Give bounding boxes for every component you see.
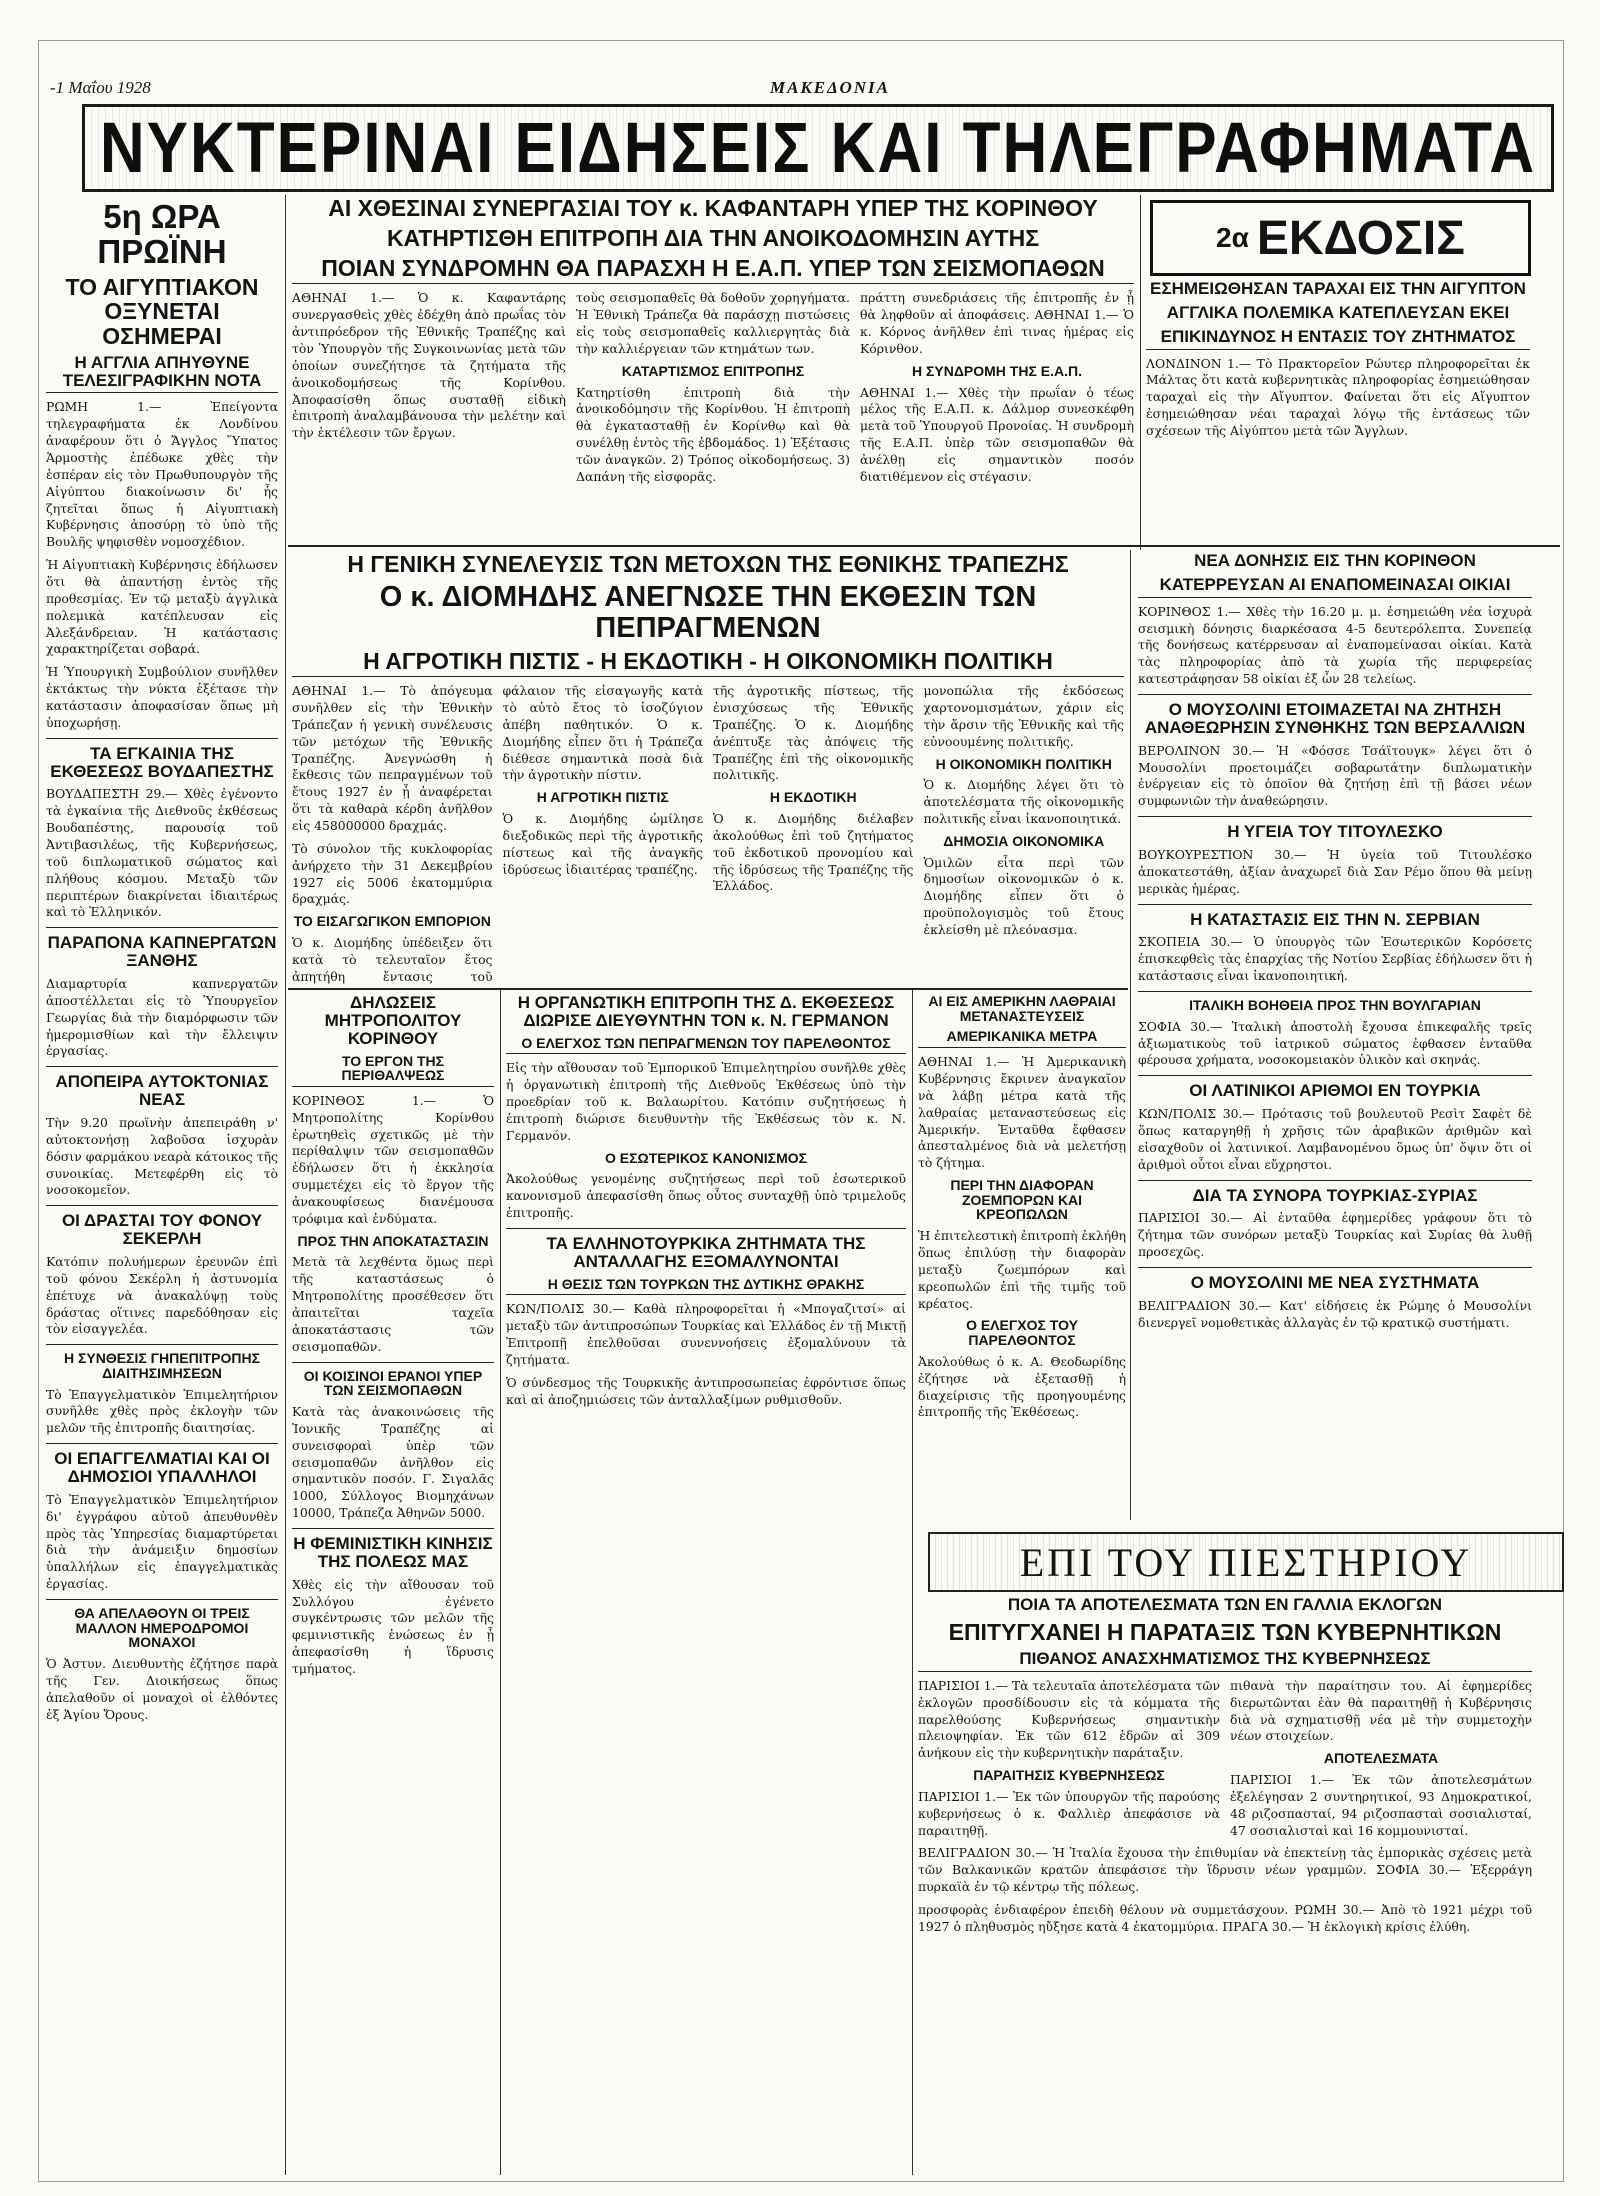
column-rule [1140, 195, 1141, 550]
exhibition-column [506, 994, 906, 2174]
article-text: ΠΑΡΙΣΙΟΙ 1.— Ἐκ τῶν ἀποτελεσμάτων ἐξελέγησαν 2 συντηρητικοί, 93 Δημοκρατικοί, 48 ριζοσπασταί, 94 ριζοσπασταὶ σοσιαλισταί, 47 σοσιαλισταὶ καὶ 16 κομμουνισταί. [1230, 1771, 1532, 1838]
article-text: Χθὲς εἰς τὴν αἴθουσαν τοῦ Συλλόγου ἐγένετο συγκέντρωσις τῶν μελῶν τῆς φεμινιστικῆς ἑνώσεως ἐν ᾗ ἀπεφασίσθη ἡ ἵδρυσις τμήματος. [292, 1576, 494, 1676]
press-strip-title: ΕΠΙ ΤΟΥ ΠΙΕΣΤΗΡΙΟΥ [1019, 1539, 1473, 1585]
metropolitan-column [292, 994, 494, 2174]
headline-kafantaris: ΑΙ ΧΘΕΣΙΝΑΙ ΣΥΝΕΡΓΑΣΙΑΙ ΤΟΥ κ. ΚΑΦΑΝΤΑΡΗ ΥΠΕΡ ΤΗΣ ΚΟΡΙΝΘΟΥ [328, 196, 1098, 221]
bank-story [292, 552, 1124, 984]
article-text: Ἡ Αἰγυπτιακὴ Κυβέρνησις ἐδήλωσεν ὅτι θὰ ἀπαντήσῃ ἐντὸς τῆς προθεσμίας. Ἐν τῷ μεταξὺ ἀγγλικὰ πολεμικὰ κατέπλευσαν εἰς Ἀλεξάνδρειαν. Ἡ κατάστασις χαρακτηρίζεται σοβαρά. [46, 557, 278, 657]
headline-corinth-quake: ΝΕΑ ΔΟΝΗΣΙΣ ΕΙΣ ΤΗΝ ΚΟΡΙΝΘΟΝ [1194, 552, 1476, 570]
subhead-control: Ο ΕΛΕΓΧΟΣ ΤΩΝ ΠΕΠΡΑΓΜΕΝΩΝ ΤΟΥ ΠΑΡΕΛΘΟΝΤΟΣ [506, 1036, 906, 1055]
article-text: Εἰς τὴν αἴθουσαν τοῦ Ἐμπορικοῦ Ἐπιμελητηρίου συνῆλθε χθὲς ἡ ὀργανωτικὴ ἐπιτροπὴ τῆς Διεθνοῦς Ἐκθέσεως ὑπὸ τὴν προεδρίαν τοῦ κ. Βαλαωρίτου. Κατόπιν συζητήσεως ἡ ἐπιτροπὴ διώρισε διευθυντὴν τῆς Ἐκθέσεως τὸν κ. Ν. Γερμανόν. [506, 1060, 906, 1143]
right-column [1138, 552, 1532, 1527]
subhead-public: ΔΗΜΟΣΙΑ ΟΙΚΟΝΟΜΙΚΑ [943, 832, 1105, 849]
article-text: ΡΩΜΗ 1.— Ἐπείγοντα τηλεγραφήματα ἐκ Λονδίνου ἀναφέρουν ὅτι ὁ Ἄγγλος Ὕπατος Ἁρμοστὴς ἐπέδωκε χθὲς τὴν ἑσπέραν εἰς τὸν Πρωθυπουργὸν τῆς Αἰγύπτου διακοίνωσιν δι' ἧς ζητεῖται ὅπως ἡ Αἰγυπτιακὴ Κυβέρνησις ἀποσύρῃ τὸ ὑπὸ τῆς Βουλῆς ψηφισθὲν νομοσχέδιον. [46, 399, 278, 550]
article-text: ΛΟΝΔΙΝΟΝ 1.— Τὸ Πρακτορεῖον Ρώυτερ πληροφορεῖται ἐκ Μάλτας ὅτι κατὰ κυβερνητικὰς πληροφορίας ἐσημειώθησαν ταραχαὶ εἰς τὴν Αἴγυπτον. Φαίνεται ὅτι εἰς Αἴγυπτον ἐσημειώθησαν νέαι ταραχαὶ λόγῳ τῆς ἐντάσεως τῶν σχέσεων τῆς Αἰγύπτου μετὰ τῶν Ἄγγλων. [1146, 355, 1530, 438]
article-text: Ὁμιλῶν εἶτα περὶ τῶν δημοσίων οἰκονομικῶν ὁ κ. Διομήδης εἶπεν ὅτι ὁ προϋπολογισμὸς τοῦ ἔτους ἐκλείσθη μὲ πλεόνασμα. [923, 854, 1124, 937]
left-column [46, 200, 278, 2175]
headline-xanthi: ΠΑΡΑΠΟΝΑ ΚΑΠΝΕΡΓΑΤΩΝ ΞΑΝΘΗΣ [47, 933, 277, 971]
france-story [918, 1596, 1532, 2176]
article-text: Ἡ ἐπιτελεστικὴ ἐπιτροπὴ ἐκλήθη ὅπως ἐπιλύσῃ τὴν διαφορὰν μεταξὺ ζωεμπόρων καὶ κρεοπωλῶν ἐπὶ τῆς τιμῆς τοῦ κρέατος. [918, 1228, 1126, 1311]
america-column [918, 994, 1126, 1524]
headline-monks: ΘΑ ΑΠΕΛΑΘΟΥΝ ΟΙ ΤΡΕΙΣ ΜΑΛΛΟΝ ΗΜΕΡΟΔΡΟΜΟΙ ΜΟΝΑΧΟΙ [74, 1605, 250, 1651]
headline-warships: ΑΓΓΛΙΚΑ ΠΟΛΕΜΙΚΑ ΚΑΤΕΠΛΕΥΣΑΝ ΕΚΕΙ [1166, 302, 1510, 322]
headline-collapse: ΚΑΤΕΡΡΕΥΣΑΝ ΑΙ ΕΝΑΠΟΜΕΙΝΑΣΑΙ ΟΙΚΙΑΙ [1138, 576, 1532, 598]
subhead-import: ΤΟ ΕΙΣΑΓΩΓΙΚΟΝ ΕΜΠΟΡΙΟΝ [293, 913, 491, 930]
article-text: Ὁ κ. Διομήδης λέγει ὅτι τὸ ἀποτελέσματα τῆς οἰκονομικῆς πολιτικῆς εἶναι ἱκανοποιητικά. [923, 777, 1124, 826]
article-text: ΚΩΝ/ΠΟΛΙΣ 30.— Καθὰ πληροφορεῖται ἡ «Μπογαζιτσί» αἱ μεταξὺ τῶν ἀντιπροσώπων Τουρκίας καὶ Ἑλλάδος ἐν τῇ Μικτῇ Ἐπιτροπῇ ἐπελθοῦσαι συνεννοήσεις ἐξομαλύνουν τὰ ζητήματα. [506, 1301, 906, 1367]
article-text: ΒΕΛΙΓΡΑΔΙΟΝ 30.— Κατ' εἰδήσεις ἐκ Ρώμης ὁ Μουσολίνι διενεργεῖ νομοθετικὰς ἀλλαγὰς ἐν τῷ κρατικῷ συστήματι. [1138, 1297, 1532, 1330]
article-text: Τὸ Ἐπαγγελματικὸν Ἐπιμελητήριον συνῆλθε χθὲς πρὸς ἐκλογὴν τῶν μελῶν τῆς ἐπιτροπῆς διαιτησίας. [46, 1386, 278, 1436]
article-text: Διαμαρτυρία καπνεργατῶν ἀποστέλλεται εἰς τὸ Ὑπουργεῖον Γεωργίας διὰ τὴν διαμόρφωσιν τῶν ἡμερομισθίων καὶ τὴν ἔλλειψιν ἐργασίας. [46, 975, 278, 1059]
headline-emigration: ΑΙ ΕΙΣ ΑΜΕΡΙΚΗΝ ΛΑΘΡΑΙΑΙ ΜΕΤΑΝΑΣΤΕΥΣΕΙΣ [928, 994, 1116, 1024]
article-text: ΑΘΗΝΑΙ 1.— Ἡ Ἀμερικανικὴ Κυβέρνησις ἔκρινεν ἀναγκαῖον νὰ λάβῃ μέτρα κατὰ τῆς λαθραίας μεταναστεύσεως εἰς Ἀμερικήν. Ἐνταῦθα ἔφθασεν ἀπεσταλμένος διὰ νὰ μελετήσῃ τὸ ζήτημα. [918, 1054, 1126, 1171]
headline-egypt-note: Η ΑΓΓΛΙΑ ΑΠΗΥΘΥΝΕ ΤΕΛΕΣΙΓΡΑΦΙΚΗΝ ΝΟΤΑ [46, 354, 278, 394]
subhead-committee: ΚΑΤΑΡΤΙΣΜΟΣ ΕΠΙΤΡΟΠΗΣ [621, 362, 805, 379]
headline-reshuffle: ΠΙΘΑΝΟΣ ΑΝΑΣΧΗΜΑΤΙΣΜΟΣ ΤΗΣ ΚΥΒΕΡΝΗΣΕΩΣ [918, 1650, 1532, 1672]
column-rule [285, 195, 286, 2175]
banner-title: ΝΥΚΤΕΡΙΝΑΙ ΕΙΔΗΣΕΙΣ ΚΑΙ ΤΗΛΕΓΡΑΦΗΜΑΤΑ [99, 108, 1537, 188]
article-text: ΚΩΝ/ΠΟΛΙΣ 30.— Πρότασις τοῦ βουλευτοῦ Ρεσὶτ Σαφὲτ δὲ ὅπως καταργηθῇ ἡ χρῆσις τῶν ἀραβικῶν ἀριθμῶν καὶ εἰσαχθοῦν οἱ λατινικοί. Λαμβανομένου ὅμως ὑπ' ὄψιν ὅτι οἱ ἀριθμοὶ οὗτοι εἶναι εὔχρηστοι. [1138, 1106, 1532, 1172]
article-text: Κατηρτίσθη ἐπιτροπὴ διὰ τὴν ἀνοικοδόμησιν τῆς Κορίνθου. Ἡ ἐπιτροπὴ θὰ ἐγκατασταθῇ ἐν Κορίνθῳ καὶ θὰ συνέλθῃ ἐντὸς τῆς ἑβδομάδος. 1) Ἐξέτασις τῶν ἀναγκῶν. 2) Τρόπος οἰκοδομήσεως. 3) Δαπάνη τῆς εἰσφορᾶς. [576, 384, 850, 484]
subhead-past-control: Ο ΕΛΕΓΧΟΣ ΤΟΥ ΠΑΡΕΛΘΟΝΤΟΣ [966, 1317, 1078, 1349]
headline-credit: Η ΑΓΡΟΤΙΚΗ ΠΙΣΤΙΣ - Η ΕΚΔΟΤΙΚΗ - Η ΟΙΚΟΝΟΜΙΚΗ ΠΟΛΙΤΙΚΗ [292, 649, 1124, 677]
article-text: πράττη συνεδριάσεις τῆς ἐπιτροπῆς ἐν ᾗ θὰ ληφθοῦν αἱ ἀποφάσεις. ΑΘΗΝΑΙ 1.— Ὁ κ. Κόρνος ἀνῆλθεν ἐπὶ τινας ἡμέρας εἰς Κόρινθον. [860, 290, 1134, 356]
article-text: Ἀκολούθως γενομένης συζητήσεως περὶ τοῦ ἐσωτερικοῦ κανονισμοῦ ἀπεφασίσθη ὅπως οὗτος συνταχθῇ ὑπὸ τριμελοῦς ἐπιτροπῆς. [506, 1171, 906, 1221]
headline-eap: ΠΟΙΑΝ ΣΥΝΔΡΟΜΗΝ ΘΑ ΠΑΡΑΣΧΗ Η Ε.Α.Π. ΥΠΕΡ ΤΩΝ ΣΕΙΣΜΟΠΑΘΩΝ [292, 256, 1134, 284]
subhead-relief: ΤΟ ΕΡΓΟΝ ΤΗΣ ΠΕΡΙΘΑΛΨΕΩΣ [292, 1054, 494, 1087]
article-text: μονοπώλια τῆς ἐκδόσεως χαρτονομισμάτων, χάριν εἰς τὴν ἄρσιν τῆς Ἐθνικῆς καὶ τῆς εὐνοουμένης πολιτικῆς. [923, 683, 1124, 749]
article-text: Ἀκολούθως ὁ κ. Α. Θεοδωρίδης ἐζήτησε νὰ ἐξετασθῇ ἡ διαχείρισις τῆς προηγουμένης ἐπιτροπῆς τῆς Ἐκθέσεως. [918, 1353, 1126, 1420]
headline-morning: 5η ΩΡΑ ΠΡΩΪΝΗ [97, 200, 227, 270]
subhead-resignation: ΠΑΡΑΙΤΗΣΙΣ ΚΥΒΕΡΝΗΣΕΩΣ [973, 1767, 1165, 1784]
article-text: ΠΑΡΙΣΙΟΙ 30.— Αἱ ἐνταῦθα ἐφημερίδες γράφουν ὅτι τὸ ζήτημα τῶν συνόρων μεταξὺ Τουρκίας καὶ Συρίας θὰ λυθῇ προσεχῶς. [1138, 1210, 1532, 1260]
headline-professionals: ΟΙ ΕΠΑΓΓΕΛΜΑΤΙΑΙ ΚΑΙ ΟΙ ΔΗΜΟΣΙΟΙ ΥΠΑΛΛΗΛΟΙ [54, 1449, 270, 1487]
headline-metropolitan: ΔΗΛΩΣΕΙΣ ΜΗΤΡΟΠΟΛΙΤΟΥ ΚΟΡΙΝΘΟΥ [324, 994, 462, 1048]
headline-sekerli: ΟΙ ΔΡΑΣΤΑΙ ΤΟΥ ΦΟΝΟΥ ΣΕΚΕΡΛΗ [61, 1211, 263, 1249]
article-text: Ὁ κ. Διομήδης ὑπέδειξεν ὅτι κατὰ τὸ τελευταῖον ἔτος ἀπητήθη ἔντασις τοῦ [292, 935, 493, 984]
subhead-american-measures: ΑΜΕΡΙΚΑΝΙΚΑ ΜΕΤΡΑ [918, 1029, 1126, 1048]
article-text: Κατὰ τὰς ἀνακοινώσεις τῆς Ἰονικῆς Τραπέζης αἱ συνεισφοραὶ ὑπὲρ τῶν σεισμοπαθῶν ἀνῆλθον εἰς σημαντικὸν ποσόν. Γ. Σιγαλᾶς 1000, Σύλλογος Βιομηχάνων 10000, Τράπεζα Ἀθηνῶν 5000. [292, 1404, 494, 1521]
article-text: ΠΑΡΙΣΙΟΙ 1.— Ἐκ τῶν ὑπουργῶν τῆς παρούσης κυβερνήσεως ὁ κ. Φαλλιὲρ ἀπεφάσισε νὰ παραιτηθῇ. [918, 1788, 1220, 1838]
section-banner [82, 104, 1554, 192]
headline-suicide: ΑΠΟΠΕΙΡΑ ΑΥΤΟΚΤΟΝΙΑΣ ΝΕΑΣ [55, 1072, 269, 1110]
headline-mussolini-systems: Ο ΜΟΥΣΟΛΙΝΙ ΜΕ ΝΕΑ ΣΥΣΤΗΜΑΤΑ [1190, 1272, 1480, 1292]
article-text: ΑΘΗΝΑΙ 1.— Ὁ κ. Καφαντάρης συνεργασθεὶς χθὲς ἐδέχθη ἀπὸ πρωΐας τὸν ἀντιπρόεδρον τῆς Ἐθνικῆς Τραπέζης καὶ τὸν Ὑπουργὸν τῆς Συγκοινωνίας μετὰ τῶν ὁποίων συνεζήτησε τὰ ζητήματα τῆς ἀνοικοδομήσεως τῆς Κορίνθου. Ἀποφασίσθη ὅπως συσταθῇ εἰδικὴ ἐπιτροπὴ ἀναλαμβάνουσα τὴν μελέτην καὶ τὴν ἐκτέλεσιν τῶν ἔργων. [292, 290, 566, 441]
article-text: ΒΕΡΟΛΙΝΟΝ 30.— Ἡ «Φόσσε Τσάϊτουγκ» λέγει ὅτι ὁ Μουσολίνι προετοιμάζει σοβαρωτάτην διπλωματικὴν ἐνέργειαν εἰς τὸ ὁποῖον θὰ ζητήσῃ ἐπὶ τῇ βάσει νέων συμφωνιῶν τὴν ἀναθεώρησιν. [1138, 742, 1532, 809]
headline-feminist: Η ΦΕΜΙΝΙΣΤΙΚΗ ΚΙΝΗΣΙΣ ΤΗΣ ΠΟΛΕΩΣ ΜΑΣ [293, 1534, 493, 1571]
headline-borders: ΔΙΑ ΤΑ ΣΥΝΟΡΑ ΤΟΥΡΚΙΑΣ-ΣΥΡΙΑΣ [1192, 1185, 1478, 1205]
article-text: ΚΟΡΙΝΘΟΣ 1.— Ὁ Μητροπολίτης Κορίνθου ἐρωτηθεὶς σχετικῶς μὲ τὴν περίθαλψιν τῶν σεισμοπαθῶν ἐδήλωσεν ὅτι ἡ ἐκκλησία συμμετέχει εἰς τὸ ἔργον τῆς ἀνακουφίσεως διανέμουσα τρόφιμα καὶ ἐνδύματα. [292, 1092, 494, 1226]
column-rule [500, 990, 501, 2175]
article-text: ΒΟΥΔΑΠΕΣΤΗ 29.— Χθὲς ἐγένοντο τὰ ἐγκαίνια τῆς Διεθνοῦς ἐκθέσεως Βουδαπέστης, παρουσίᾳ τοῦ Ἀντιβασιλέως, τῆς Κυβερνήσεως, τοῦ διπλωματικοῦ σώματος καὶ πλήθους κόσμου. Μεταξὺ τῶν περιπτέρων διακρίνεται ἰδιαιτέρως καὶ τὸ Ἑλληνικόν. [46, 786, 278, 920]
article-text: Τὸ σύνολον τῆς κυκλοφορίας ἀνήρχετο τὴν 31 Δεκεμβρίου 1927 εἰς 5006 ἑκατομμύρια δραχμάς. [292, 840, 493, 907]
headline-bulgaria: ΙΤΑΛΙΚΗ ΒΟΗΘΕΙΑ ΠΡΟΣ ΤΗΝ ΒΟΥΛΓΑΡΙΑΝ [1189, 996, 1481, 1013]
article-text: φάλαιον τῆς εἰσαγωγῆς κατὰ τὸ αὐτὸ ἔτος τὸ ἰσοζύγιον ἀπέβη παθητικόν. Ὁ κ. Διομήδης εἶπεν ὅτι ἡ Τράπεζα διέθεσε σημαντικὰ ποσὰ διὰ τὴν ἀγροτικὴν πίστιν. [502, 683, 703, 783]
headline-egypt-riots: ΕΣΗΜΕΙΩΘΗΣΑΝ ΤΑΡΑΧΑΙ ΕΙΣ ΤΗΝ ΑΙΓΥΠΤΟΝ [1150, 280, 1526, 298]
article-text: Τὸ Ἐπαγγελματικὸν Ἐπιμελητήριον δι' ἐγγράφου αὐτοῦ ἀπευθυνθὲν πρὸς τὰς Ὑπηρεσίας διαμαρτύρεται διὰ τὴν ἀνάμειξιν δημοσίων ὑπαλλήλων εἰς ἐπαγγελματικὰς ἐργασίας. [46, 1491, 278, 1592]
headline-collections: ΟΙ ΚΟΙΣΙΝΟΙ ΕΡΑΝΟΙ ΥΠΕΡ ΤΩΝ ΣΕΙΣΜΟΠΑΘΩΝ [303, 1367, 483, 1399]
section-rule [288, 988, 1128, 990]
edition-label: ΕΚΔΟΣΙΣ [1256, 211, 1465, 265]
article-text: ΒΟΥΚΟΥΡΕΣΤΙΟΝ 30.— Ἡ ὑγεία τοῦ Τιτουλέσκο ἀποκατεστάθη, ἀξίαν ἀναχωρεῖ διὰ Σαν Ρέμο ὅπου θὰ μείνῃ μερικὰς ἡμέρας. [1138, 846, 1532, 896]
article-text: Ὁ κ. Διομήδης διέλαβεν ἀκολούθως ἐπὶ τοῦ ζητήματος τοῦ ἐκδοτικοῦ προνομίου καὶ τῆς ἱδρύσεως τῆς Τραπέζης τῆς Ἑλλάδος. [713, 811, 914, 894]
subhead-rules: Ο ΕΣΩΤΕΡΙΚΟΣ ΚΑΝΟΝΙΣΜΟΣ [604, 1149, 808, 1166]
headline-committee: Η ΣΥΝΘΕΣΙΣ ΓΗΠΕΠΙΤΡΟΠΗΣ ΔΙΑΙΤΗΣΙΜΗΣΕΩΝ [63, 1350, 261, 1381]
article-text: προσφορὰς ἑνδιαφέρον ἐπειδὴ θέλουν νὰ συμμετάσχουν. ΡΩΜΗ 30.— Ἀπὸ τὸ 1921 μέχρι τοῦ 1927 ὁ πληθυσμὸς ηὔξησε κατὰ 4 ἑκατομμύρια. ΠΡΑΓΑ 30.— Ἡ ἐκλογικὴ κρίσις ἐλύθη. [918, 1901, 1532, 1934]
subhead-issue: Η ΕΚΔΟΤΙΚΗ [769, 789, 857, 806]
article-text: ΠΑΡΙΣΙΟΙ 1.— Τὰ τελευταῖα ἀποτελέσματα τῶν ἐκλογῶν προσδίδουσιν εἰς τὰ κόμματα τῆς παρελθούσης Κυβερνήσεως σημαντικὴν πλειοψηφίαν. Ἐκ τῶν 612 ἑδρῶν αἱ 309 ἀνήκουν εἰς τὴν κυβερνητικὴν παράταξιν. [918, 1677, 1220, 1761]
article-text: πιθανὰ τὴν παραίτησιν του. Αἱ ἐφημερίδες διερωτῶνται ἐὰν θὰ παραιτηθῇ ἡ Κυβέρνησις διὰ νὰ σχηματισθῇ νέα μὲ τὴν συμμετοχὴν νέων στοιχείων. [1230, 1677, 1532, 1744]
subhead-eap: Η ΣΥΝΔΡΟΜΗ ΤΗΣ Ε.Α.Π. [912, 362, 1082, 379]
subhead-results: ΑΠΟΤΕΛΕΣΜΑΤΑ [1323, 1750, 1439, 1767]
subhead-policy: Η ΟΙΚΟΝΟΜΙΚΗ ΠΟΛΙΤΙΚΗ [935, 755, 1112, 772]
article-text: Ὁ σύνδεσμος τῆς Τουρκικῆς ἀντιπροσωπείας ἐφρόντισε ὅπως καὶ αἱ ἀποζημιώσεις τῶν ἀνταλλαξίμων ρυθμισθοῦν. [506, 1374, 906, 1407]
article-text: Ἡ Ὑπουργικὴ Συμβούλιον συνῆλθεν ἐκτάκτως τὴν νύκτα ἐξέτασε τὴν κατάστασιν ἀποφασίσαν ὅπως μὴ ὑποχωρήσῃ. [46, 664, 278, 730]
headline-egypt: ΤΟ ΑΙΓΥΠΤΙΑΚΟΝ ΟΞΥΝΕΤΑΙ ΟΣΗΜΕΡΑΙ [65, 274, 259, 349]
paper-name: ΜΑΚΕΔΟΝΙΑ [770, 78, 890, 97]
subhead-thrace: Η ΘΕΣΙΣ ΤΩΝ ΤΟΥΡΚΩΝ ΤΗΣ ΔΥΤΙΚΗΣ ΘΡΑΚΗΣ [506, 1277, 906, 1296]
headline-serbia: Η ΚΑΤΑΣΤΑΣΙΣ ΕΙΣ ΤΗΝ Ν. ΣΕΡΒΙΑΝ [1190, 909, 1480, 929]
article-text: τῆς ἀγροτικῆς πίστεως, τῆς ἐνισχύσεως τῆς Ἐθνικῆς Τραπέζης. Ὁ κ. Διομήδης ἀνέπτυξε τὰς ἀπόψεις τῆς Τραπέζης ἐπὶ τῆς οἰκονομικῆς πολιτικῆς. [713, 683, 914, 783]
headline-numerals: ΟΙ ΛΑΤΙΝΙΚΟΙ ΑΡΙΘΜΟΙ ΕΝ ΤΟΥΡΚΙΑ [1189, 1081, 1481, 1101]
article-text: ΣΟΦΙΑ 30.— Ἰταλικὴ ἀποστολὴ ἔχουσα ἐπικεφαλῆς τρεῖς ἀξιωματικοὺς τοῦ ἰατρικοῦ σώματος ἐφθασεν ἐνταῦθα φέρουσα χρήματα, νοσοκομειακὸν ὑλικὸν καὶ σκηνάς. [1138, 1018, 1532, 1068]
article-text: Ὁ Ἀστυν. Διευθυντὴς ἐζήτησε παρὰ τῆς Γεν. Διοικήσεως ὅπως ἀπελαθοῦν οἱ μοναχοὶ οἱ ἐλθόντες ἐξ Ἁγίου Ὄρους. [46, 1656, 278, 1722]
article-text: Κατόπιν πολυήμερων ἐρευνῶν ἐπὶ τοῦ φόνου Σεκέρλη ἡ ἀστυνομία ἐπέτυχε νὰ ἀνακαλύψῃ τοὺς δράστας οἵτινες παρεδόθησαν εἰς τὸν εἰσαγγελέα. [46, 1253, 278, 1337]
headline-bank: Η ΓΕΝΙΚΗ ΣΥΝΕΛΕΥΣΙΣ ΤΩΝ ΜΕΤΟΧΩΝ ΤΗΣ ΕΘΝΙΚΗΣ ΤΡΑΠΕΖΗΣ [347, 552, 1069, 577]
article-text: ΒΕΛΙΓΡΑΔΙΟΝ 30.— Ἡ Ἰταλία ἔχουσα τὴν ἐπιθυμίαν νὰ ἐπεκτείνῃ τὰς ἐμπορικὰς σχέσεις μετὰ τῶν Βαλκανικῶν κρατῶν ἀπεφάσισε τὴν ἵδρυσιν νέων γραμμῶν. ΣΟΦΙΑ 30.— Ἐξερράγη πυρκαϊὰ ἐν τῷ κέντρῳ τῆς πόλεως. [918, 1845, 1532, 1895]
egypt-story [1146, 280, 1530, 542]
headline-france: ΠΟΙΑ ΤΑ ΑΠΟΤΕΛΕΣΜΑΤΑ ΤΩΝ ΕΝ ΓΑΛΛΙΑ ΕΚΛΟΓΩΝ [1007, 1596, 1443, 1614]
subhead-butchers: ΠΕΡΙ ΤΗΝ ΔΙΑΦΟΡΑΝ ΖΟΕΜΠΟΡΩΝ ΚΑΙ ΚΡΕΟΠΩΛΩΝ [950, 1177, 1094, 1223]
headline-mussolini: Ο ΜΟΥΣΟΛΙΝΙ ΕΤΟΙΜΑΖΕΤΑΙ ΝΑ ΖΗΤΗΣΗ ΑΝΑΘΕΩΡΗΣΙΝ ΣΥΝΘΗΚΗΣ ΤΩΝ ΒΕΡΣΑΛΛΙΩΝ [1144, 699, 1526, 737]
headline-committee-corinth: ΚΑΤΗΡΤΙΣΘΗ ΕΠΙΤΡΟΠΗ ΔΙΑ ΤΗΝ ΑΝΟΙΚΟΔΟΜΗΣΙΝ ΑΥΤΗΣ [386, 225, 1040, 252]
issue-date: -1 Μαΐου 1928 [50, 78, 151, 97]
subhead-restoration: ΠΡΟΣ ΤΗΝ ΑΠΟΚΑΤΑΣΤΑΣΙΝ [297, 1232, 489, 1249]
section-rule [288, 545, 1560, 547]
headline-budapest: ΤΑ ΕΓΚΑΙΝΙΑ ΤΗΣ ΕΚΘΕΣΕΩΣ ΒΟΥΔΑΠΕΣΤΗΣ [50, 743, 274, 781]
article-text: τοὺς σεισμοπαθεῖς θὰ δοθοῦν χορηγήματα. Ἡ Ἐθνικὴ Τράπεζα θὰ παράσχῃ πιστώσεις εἰς τοὺς σεισμοπαθεῖς καλλιεργητὰς διὰ τὴν καλλιέργειαν τῶν κτημάτων των. [576, 290, 850, 356]
article-text: ΣΚΟΠΕΙΑ 30.— Ὁ ὑπουργὸς τῶν Ἐσωτερικῶν Κορόσετς ἐπισκεφθεὶς τὰς ἐπαρχίας τῆς Νοτίου Σερβίας ἐδήλωσεν ὅτι ἡ κατάστασις εἶναι ἱκανοποιητική. [1138, 934, 1532, 984]
headline-diomidis: Ο κ. ΔΙΟΜΗΔΗΣ ΑΝΕΓΝΩΣΕ ΤΗΝ ΕΚΘΕΣΙΝ ΤΩΝ ΠΕΠΡΑΓΜΕΝΩΝ [379, 581, 1037, 644]
column-rule [912, 990, 913, 2175]
press-strip [928, 1532, 1564, 1592]
article-text: Ὁ κ. Διομήδης ὡμίλησε διεξοδικῶς περὶ τῆς ἀγροτικῆς πίστεως καὶ τῆς ἀναγκῆς ἱδρύσεως ἰδιαιτέρας τραπέζης. [502, 811, 703, 877]
article-text: ΚΟΡΙΝΘΟΣ 1.— Χθὲς τὴν 16.20 μ. μ. ἐσημειώθη νέα ἰσχυρὰ σεισμικὴ δόνησις διαρκέσασα 4-5 δευτερόλεπτα. Συνεπείᾳ τῆς δονήσεως κατέρρευσαν αἱ ἐναπομείνασαι οἰκίαι. Κατὰ τὰς πληροφορίας ἀπὸ τὰ χωρία τῆς περιφερείας κατεστράφησαν 58 οἰκίαι ἐξ ὧν 28 τελείως. [1138, 603, 1532, 687]
subhead-agri: Η ΑΓΡΟΤΙΚΗ ΠΙΣΤΙΣ [536, 789, 669, 806]
article-text: ΑΘΗΝΑΙ 1.— Τὸ ἀπόγευμα συνῆλθεν εἰς τὴν Ἐθνικὴν Τράπεζαν ἡ γενικὴ συνέλευσις τῶν μετόχων τῆς Ἐθνικῆς Τραπέζης. Ἀνεγνώσθη ἡ ἔκθεσις τῶν πεπραγμένων τοῦ ἔτους 1927 ἐν ᾗ ἀναφέρεται ὅτι τὰ καθαρὰ κέρδη ἀνῆλθον εἰς 458000000 δραχμάς. [292, 683, 493, 834]
headline-titulescu: Η ΥΓΕΙΑ ΤΟΥ ΤΙΤΟΥΛΕΣΚΟ [1227, 822, 1443, 842]
column-rule [1130, 550, 1131, 1520]
article-text: Μετὰ τὰ λεχθέντα ὅμως περὶ τῆς καταστάσεως ὁ Μητροπολίτης προσέθεσεν ὅτι ἀπαιτεῖται ταχεῖα ἀποκατάστασις τῶν σεισμοπαθῶν. [292, 1254, 494, 1354]
article-text: ΑΘΗΝΑΙ 1.— Χθὲς τὴν πρωΐαν ὁ τέως μέλος τῆς Ε.Α.Π. κ. Δάλμορ συνεσκέφθη μετὰ τοῦ Ὑπουργοῦ Προνοίας. Ἡ συνδρομὴ τῆς Ε.Α.Π. ὑπὲρ τῶν σεισμοπαθῶν θὰ ἀνέλθῃ εἰς σημαντικὸν ποσόν διατιθέμενον εἰς στέγασιν. [860, 384, 1134, 484]
edition-box [1150, 200, 1531, 276]
headline-exhibition: Η ΟΡΓΑΝΩΤΙΚΗ ΕΠΙΤΡΟΠΗ ΤΗΣ Δ. ΕΚΘΕΣΕΩΣ ΔΙΩΡΙΣΕ ΔΙΕΥΘΥΝΤΗΝ ΤΟΝ κ. Ν. ΓΕΡΜΑΝΟΝ [517, 994, 895, 1030]
edition-number: 2α [1216, 222, 1249, 253]
headline-tension: ΕΠΙΚΙΝΔΥΝΟΣ Η ΕΝΤΑΣΙΣ ΤΟΥ ΖΗΤΗΜΑΤΟΣ [1146, 328, 1530, 350]
article-text: Τὴν 9.20 πρωϊνὴν ἀπεπειράθη ν' αὐτοκτονήσῃ λαβοῦσα ἰσχυρὰν δόσιν φαρμάκου νεαρὰ κάτοικος τῆς συνοικίας. Μετεφέρθη εἰς τὸ νοσοκομεῖον. [46, 1114, 278, 1198]
corinth-story [292, 196, 1134, 541]
headline-greco-turkish: ΤΑ ΕΛΛΗΝΟΤΟΥΡΚΙΚΑ ΖΗΤΗΜΑΤΑ ΤΗΣ ΑΝΤΑΛΛΑΓΗΣ ΕΞΟΜΑΛΥΝΟΝΤΑΙ [546, 1233, 866, 1271]
headline-government-bloc: ΕΠΙΤΥΓΧΑΝΕΙ Η ΠΑΡΑΤΑΞΙΣ ΤΩΝ ΚΥΒΕΡΝΗΤΙΚΩΝ [948, 1618, 1502, 1645]
